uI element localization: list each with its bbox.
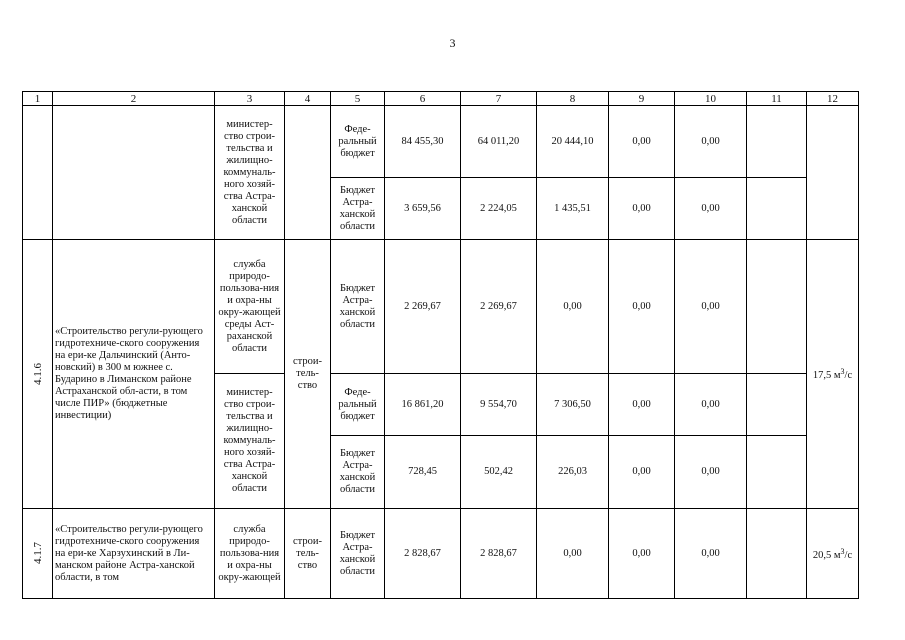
work-type-cell: строи-тель-ство bbox=[285, 240, 331, 509]
funding-source-cell: Феде-ральный бюджет bbox=[331, 106, 385, 178]
value-cell: 2 269,67 bbox=[461, 240, 537, 374]
value-cell: 0,00 bbox=[675, 436, 747, 509]
value-cell: 0,00 bbox=[675, 374, 747, 436]
header-row bbox=[23, 92, 859, 106]
value-cell: 0,00 bbox=[609, 178, 675, 240]
value-cell: 0,00 bbox=[609, 436, 675, 509]
capacity-cell bbox=[807, 106, 859, 240]
item-name-cell: «Строительство регули-рующего гидротехниче-ского сооружения на ери-ке Дальчинский (Анто-новский) в 300 м южнее с. Бударино в Лиманском районе Астраханской обл-асти, в том числе ПИР» (бюджетные инвестиции) bbox=[53, 240, 215, 509]
value-cell: 0,00 bbox=[675, 240, 747, 374]
empty-cell bbox=[747, 436, 807, 509]
header-cell: 3 bbox=[215, 92, 285, 106]
empty-cell bbox=[747, 509, 807, 599]
capacity-exponent: 3 bbox=[840, 546, 845, 556]
value-cell: 0,00 bbox=[609, 509, 675, 599]
value-cell: 9 554,70 bbox=[461, 374, 537, 436]
table-row bbox=[23, 106, 859, 178]
value-cell: 84 455,30 bbox=[385, 106, 461, 178]
item-name-cell bbox=[53, 106, 215, 240]
value-cell: 2 828,67 bbox=[461, 509, 537, 599]
funding-source-cell: Бюджет Астра-ханской области bbox=[331, 509, 385, 599]
work-type-cell: строи-тель-ство bbox=[285, 509, 331, 599]
funding-source-cell: Бюджет Астра-ханской области bbox=[331, 240, 385, 374]
header-cell: 6 bbox=[385, 92, 461, 106]
executor-cell: служба природо-пользова-ния и охра-ны окру-жающей среды Аст-раханской области bbox=[215, 240, 285, 374]
funding-source-cell: Бюджет Астра-ханской области bbox=[331, 178, 385, 240]
empty-cell bbox=[747, 240, 807, 374]
item-number: 4.1.6 bbox=[31, 362, 44, 385]
value-cell: 226,03 bbox=[537, 436, 609, 509]
value-cell: 2 828,67 bbox=[385, 509, 461, 599]
value-cell: 0,00 bbox=[609, 240, 675, 374]
value-cell: 16 861,20 bbox=[385, 374, 461, 436]
value-cell: 0,00 bbox=[537, 240, 609, 374]
work-type-cell bbox=[285, 106, 331, 240]
capacity-cell bbox=[807, 240, 859, 509]
empty-cell bbox=[747, 178, 807, 240]
header-cell: 9 bbox=[609, 92, 675, 106]
capacity-unit: /с bbox=[844, 370, 853, 381]
executor-cell: служба природо-пользова-ния и охра-ны окру-жающей bbox=[215, 509, 285, 599]
value-cell: 2 269,67 bbox=[385, 240, 461, 374]
item-number: 4.1.7 bbox=[31, 542, 44, 564]
funding-source-cell: Бюджет Астра-ханской области bbox=[331, 436, 385, 509]
value-cell: 3 659,56 bbox=[385, 178, 461, 240]
value-cell: 0,00 bbox=[675, 178, 747, 240]
capacity-unit: /с bbox=[844, 549, 853, 561]
value-cell: 0,00 bbox=[675, 509, 747, 599]
capacity-exponent: 3 bbox=[840, 367, 845, 376]
header-cell: 12 bbox=[807, 92, 859, 106]
page-number: 3 bbox=[449, 36, 456, 50]
header-cell: 11 bbox=[747, 92, 807, 106]
header-cell: 4 bbox=[285, 92, 331, 106]
value-cell: 0,00 bbox=[537, 509, 609, 599]
value-cell: 7 306,50 bbox=[537, 374, 609, 436]
value-cell: 2 224,05 bbox=[461, 178, 537, 240]
value-cell: 20 444,10 bbox=[537, 106, 609, 178]
header-cell: 7 bbox=[461, 92, 537, 106]
item-number-cell bbox=[23, 106, 53, 240]
header-cell: 2 bbox=[53, 92, 215, 106]
executor-cell: министер-ство строи-тельства и жилищно-коммуналь-ного хозяй-ства Астра-ханской области bbox=[215, 106, 285, 240]
item-number-cell bbox=[23, 509, 53, 599]
empty-cell bbox=[747, 106, 807, 178]
header-cell: 10 bbox=[675, 92, 747, 106]
value-cell: 728,45 bbox=[385, 436, 461, 509]
value-cell: 64 011,20 bbox=[461, 106, 537, 178]
capacity-value: 17,5 м bbox=[812, 370, 841, 381]
table-row bbox=[23, 509, 859, 599]
header-cell: 5 bbox=[331, 92, 385, 106]
capacity-cell bbox=[807, 509, 859, 599]
item-name-cell: «Строительство регули-рующего гидротехниче-ского сооружения на ери-ке Харзухинский в Ли-манском районе Астра-ханской области, в том bbox=[53, 509, 215, 599]
budget-table bbox=[22, 91, 859, 599]
value-cell: 0,00 bbox=[609, 374, 675, 436]
value-cell: 502,42 bbox=[461, 436, 537, 509]
funding-source-cell: Феде-ральный бюджет bbox=[331, 374, 385, 436]
header-cell: 1 bbox=[23, 92, 53, 106]
value-cell: 0,00 bbox=[675, 106, 747, 178]
value-cell: 0,00 bbox=[609, 106, 675, 178]
empty-cell bbox=[747, 374, 807, 436]
value-cell: 1 435,51 bbox=[537, 178, 609, 240]
table-row bbox=[23, 240, 859, 374]
capacity-value: 20,5 м bbox=[812, 549, 841, 561]
header-cell: 8 bbox=[537, 92, 609, 106]
executor-cell: министер-ство строи-тельства и жилищно-коммуналь-ного хозяй-ства Астра-ханской области bbox=[215, 374, 285, 509]
item-number-cell bbox=[23, 240, 53, 509]
